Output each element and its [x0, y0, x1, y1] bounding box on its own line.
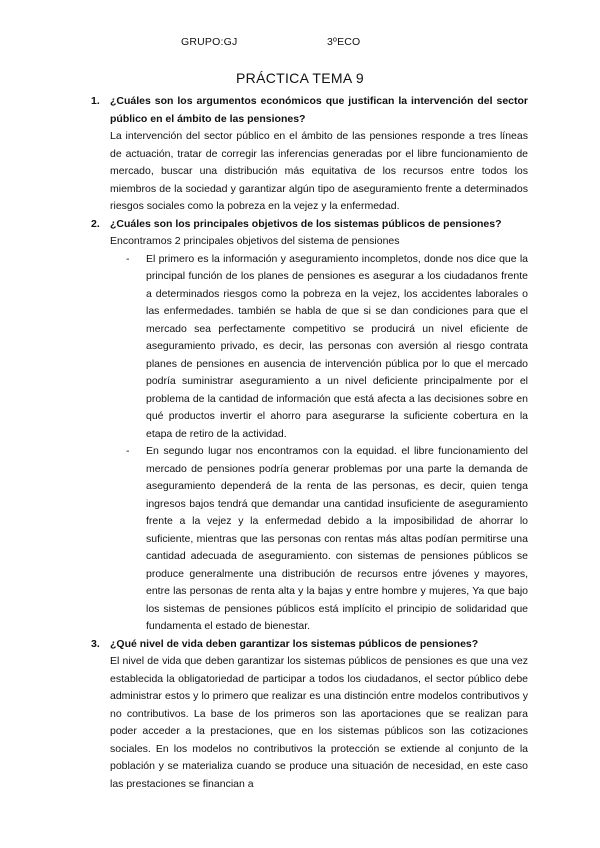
group-label: GRUPO:GJ [181, 36, 238, 48]
list-item [126, 443, 528, 636]
dash-bullet: - [126, 252, 130, 265]
question-2 [91, 216, 528, 234]
question-1 [91, 93, 528, 128]
list-item-text: En segundo lugar nos encontramos con la equidad. el libre funcionamiento del mercado de pensiones podría generar problemas por una parte la demanda de aseguramiento dependerá de la renta de las personas, es decir, quien tenga ingresos bajos tendrá que demandar una cantidad insuficiente de aseguramiento frente a la vejez y la enfermedad debido a la imposibilidad de ahorrar lo suficiente, mientras que las personas con rentas más altas podían permitirse una cantidad adecuada de aseguramiento. con sistemas de pensiones públicos se produce generalmente una distribución de recursos entre jóvenes y mayores, entre las personas de renta alta y la bajas y entre hombre y mujeres, Ya que bajo los sistemas de pensiones públicos está implícito el principio de solidaridad que fundamenta el estado de bienestar. [146, 445, 528, 632]
question-text: ¿Cuáles son los argumentos económicos que justifican la intervención del sector público en el ámbito de las pensiones? [110, 95, 528, 125]
answer-3: El nivel de vida que deben garantizar los sistemas públicos de pensiones es que una vez establecida la obligatoriedad de participar a todos los ciudadanos, el sector público debe administrar estos y lo primero que realizar es una distinción entre modelos contributivos y no contributivos. La base de los primeros son las aportaciones que se realizan para poder acceder a la prestaciones, que en los sistemas públicos son las cotizaciones sociales. En los modelos no contributivos la protección se extiende al conjunto de la población y se materializa cuando se produce una situación de necesidad, en este caso las prestaciones se financian a [110, 655, 528, 790]
answer-2-intro: Encontramos 2 principales objetivos del sistema de pensiones [110, 235, 400, 247]
answer-1: La intervención del sector público en el ámbito de las pensiones responde a tres líneas de actuación, tratar de corregir las inferencias generadas por el libre funcionamiento de mercado, buscar una distribución más equitativa de los recursos entre todos los miembros de la sociedad y garantizar algún tipo de aseguramiento frente a determinados riesgos sociales como la pobreza en la vejez y la enfermedad. [110, 130, 528, 212]
course-label: 3ºECO [327, 36, 361, 48]
question-number: 1. [91, 95, 100, 107]
list-item-text: El primero es la información y aseguramiento incompletos, donde nos dice que la principal función de los planes de pensiones es asegurar a los ciudadanos frente a determinados riesgos como la pobreza en la vejez, los accidentes laborales o las enfermedades. también se habla de que si se dan condiciones para que el mercado sea perfectamente competitivo se producirá un nivel eficiente de aseguramiento privado, es decir, las personas con aversión al riesgo contrata planes de pensiones en ausencia de intervención pública por lo que el mercado podría suministrar aseguramiento a un nivel deficiente principalmente por el problema de la cantidad de información que está afecta a las decisiones sobre en qué productos invertir el ahorro para asegurarse la suficiente cobertura en la etapa de retiro de la actividad. [146, 252, 528, 440]
question-number: 3. [91, 637, 100, 650]
question-text: ¿Qué nivel de vida deben garantizar los sistemas públicos de pensiones? [110, 637, 479, 650]
question-text: ¿Cuáles son los principales objetivos de los sistemas públicos de pensiones? [110, 217, 502, 230]
question-number: 2. [91, 217, 100, 230]
document-body [0, 93, 600, 793]
page-title: PRÁCTICA TEMA 9 [236, 70, 364, 86]
question-3 [91, 636, 528, 654]
list-item [126, 251, 528, 444]
dash-bullet: - [126, 445, 130, 457]
